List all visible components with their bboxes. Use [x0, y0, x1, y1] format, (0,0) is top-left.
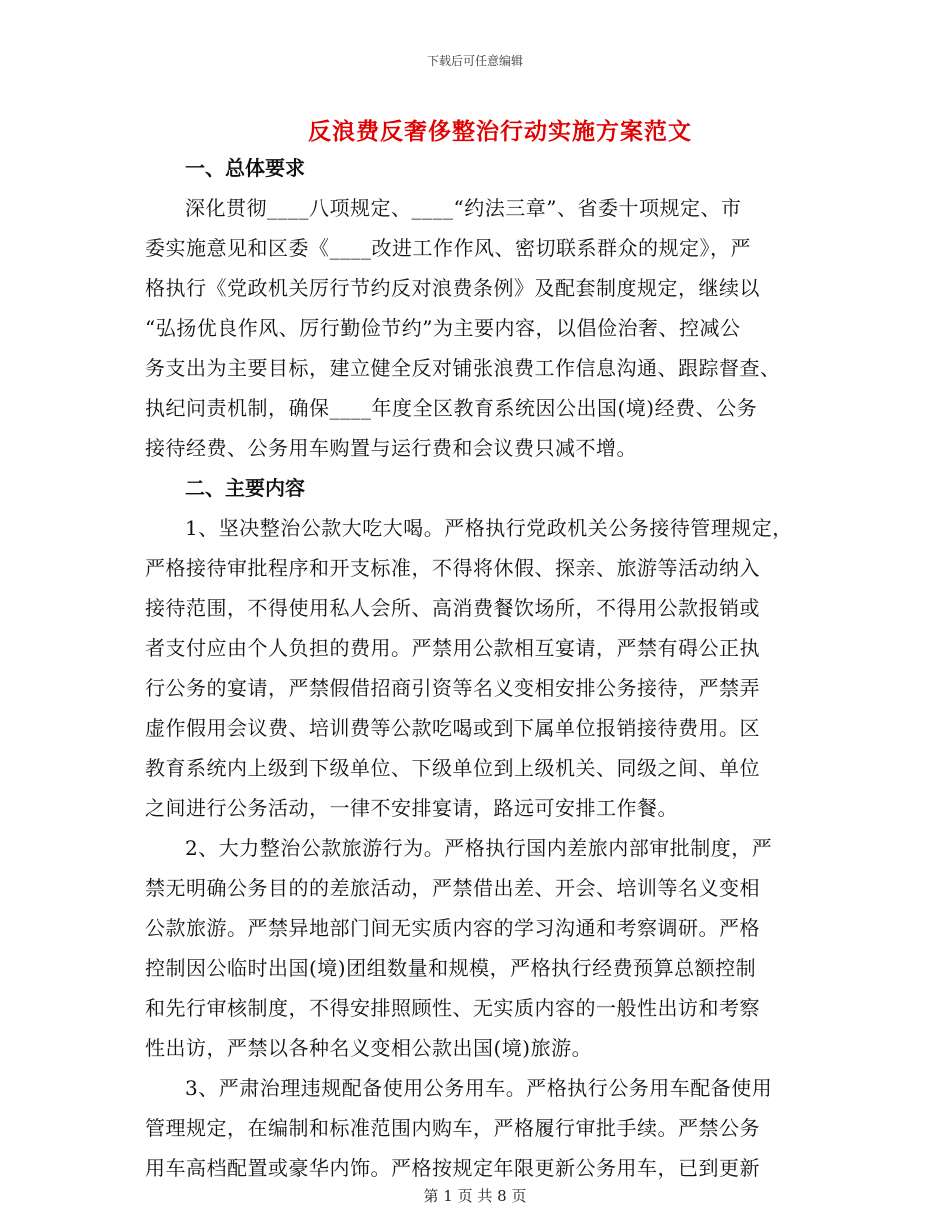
- document-body: [145, 148, 805, 1188]
- paragraph-line: 教育系统内上级到下级单位、下级单位到上级机关、同级之间、单位: [145, 756, 760, 780]
- paragraph-line: 公款旅游。严禁异地部门间无实质内容的学习沟通和考察调研。严格: [145, 916, 760, 940]
- paragraph-line: 执纪问责机制，确保____年度全区教育系统因公出国(境)经费、公务: [145, 396, 758, 420]
- paragraph-line: 严格接待审批程序和开支标准，不得将休假、探亲、旅游等活动纳入: [145, 556, 760, 580]
- section-heading-general-requirements: 一、总体要求: [185, 156, 305, 180]
- paragraph-line: 者支付应由个人负担的费用。严禁用公款相互宴请，严禁有碍公正执: [145, 636, 760, 660]
- paragraph-line: 禁无明确公务目的的差旅活动，严禁借出差、开会、培训等名义变相: [145, 876, 760, 900]
- paragraph-line: 2、大力整治公款旅游行为。严格执行国内差旅内部审批制度，严: [185, 836, 773, 860]
- paragraph-line: 虚作假用会议费、培训费等公款吃喝或到下属单位报销接待费用。区: [145, 716, 760, 740]
- paragraph-line: 和先行审核制度，不得安排照顾性、无实质内容的一般性出访和考察: [145, 996, 760, 1020]
- paragraph-line: 务支出为主要目标，建立健全反对铺张浪费工作信息沟通、跟踪督查、: [145, 356, 781, 380]
- paragraph-line: 管理规定，在编制和标准范围内购车，严格履行审批手续。严禁公务: [145, 1116, 760, 1140]
- paragraph-line: 3、严肃治理违规配备使用公务用车。严格执行公务用车配备使用: [185, 1076, 773, 1100]
- paragraph-line: 接待范围，不得使用私人会所、高消费餐饮场所，不得用公款报销或: [145, 596, 760, 620]
- paragraph-line: 接待经费、公务用车购置与运行费和会议费只减不增。: [145, 436, 637, 460]
- document-title: 反浪费反奢侈整治行动实施方案范文: [308, 118, 692, 145]
- paragraph-line: 1、坚决整治公款大吃大喝。严格执行党政机关公务接待管理规定，: [185, 516, 793, 540]
- paragraph-line: 行公务的宴请，严禁假借招商引资等名义变相安排公务接待，严禁弄: [145, 676, 760, 700]
- paragraph-line: 用车高档配置或豪华内饰。严格按规定年限更新公务用车，已到更新: [145, 1156, 760, 1180]
- page-number-footer: 第 1 页 共 8 页: [423, 1187, 527, 1205]
- paragraph-line: 性出访，严禁以各种名义变相公款出国(境)旅游。: [145, 1036, 593, 1060]
- paragraph-line: 委实施意见和区委《____改进工作作风、密切联系群众的规定》，严: [145, 236, 751, 260]
- header-note: 下载后可任意编辑: [426, 54, 523, 68]
- paragraph-line: 之间进行公务活动，一律不安排宴请，路远可安排工作餐。: [145, 796, 678, 820]
- paragraph-line: 控制因公临时出国(境)团组数量和规模，严格执行经费预算总额控制: [145, 956, 757, 980]
- paragraph-line: 深化贯彻____八项规定、____“约法三章”、省委十项规定、市: [185, 196, 742, 220]
- paragraph-line: “弘扬优良作风、厉行勤俭节约”为主要内容，以倡俭治奢、控减公: [145, 316, 741, 340]
- section-heading-main-content: 二、主要内容: [185, 476, 305, 500]
- paragraph-line: 格执行《党政机关厉行节约反对浪费条例》及配套制度规定，继续以: [145, 276, 760, 300]
